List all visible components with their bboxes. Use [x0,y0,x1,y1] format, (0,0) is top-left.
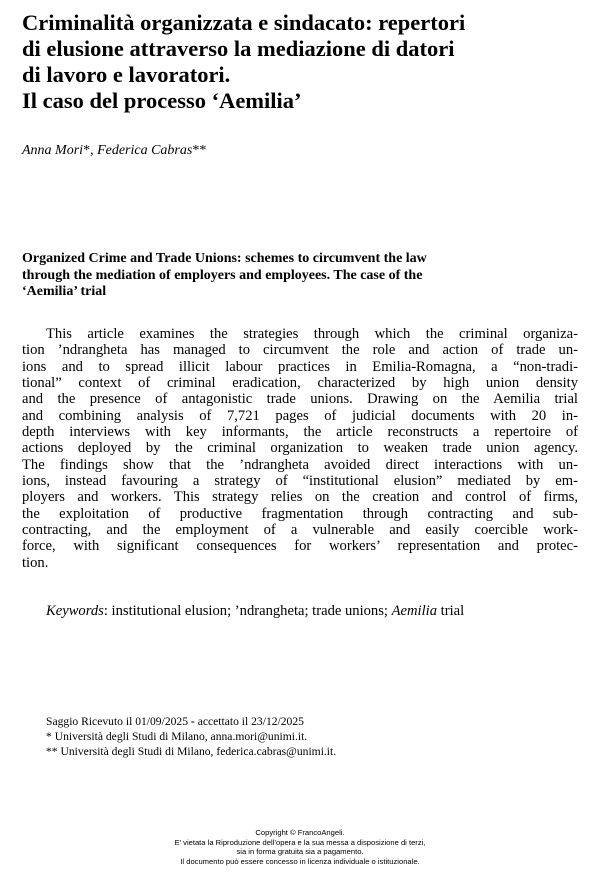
author-footnote-mark: ** [192,143,207,158]
keywords-line [46,603,464,620]
keywords-text: : institutional elusion; ’ndrangheta; trade unions; [103,603,392,619]
author-name: Federica Cabras [97,143,193,158]
abstract-line: depth interviews with key informants, the article reconstructs a repertoire of [22,424,578,441]
abstract-line: the exploitation of productive fragmentation through contracting and sub- [22,505,578,522]
accepted-date: accettato il 23/12/2025 [194,715,304,728]
abstract-line: actions deployed by the criminal organization to weaken trade union agency. [22,440,578,457]
received-note [46,714,336,729]
footnote-text: Università degli Studi di Milano, anna.mori@unimi.it. [51,730,308,743]
author-footnote-mark: * [83,143,91,158]
abstract-line: contracting, and the employment of a vulnerable and easily coercible work- [22,522,578,539]
footnote-text: Università degli Studi di Milano, federica.cabras@unimi.it. [57,745,337,758]
footnote-1 [46,729,336,744]
author-line [22,142,206,160]
article-title [22,10,587,114]
abstract-line: ions and to spread illicit labour practices in Emilia-Romagna, a “non-tradi- [22,358,578,375]
copyright-line: E’ vietata la Riproduzione dell’opera e la sua messa a disposizione di terzi, [174,837,426,847]
abstract-line: tion. [22,554,49,571]
abstract-line: The findings show that the ’ndrangheta avoided direct interactions with un- [22,456,578,473]
english-title [22,251,587,301]
author-name: Anna Mori [22,143,84,158]
copyright-line: Copyright © FrancoAngeli. [255,828,345,837]
received-date: Saggio Ricevuto il 01/09/2025 [46,715,191,728]
copyright-notice [0,828,600,866]
footnote-mark: ** [46,745,58,758]
abstract-line: and combining analysis of 7,721 pages of judicial documents with 20 in- [22,407,578,424]
abstract-line: and the presence of antagonistic trade unions. Drawing on the Aemilia trial [22,391,578,408]
english-title-line: through the mediation of employers and employees. The case of the [22,267,423,283]
abstract-line: force, with significant consequences for workers’ representation and protec- [22,538,578,555]
abstract-line: ions, instead favouring a strategy of “institutional elusion” mediated by em- [22,473,578,490]
abstract-line: tion ’ndrangheta has managed to circumvent the role and action of trade un- [22,342,578,359]
abstract-line: ployers and workers. This strategy relies on the creation and control of firms, [22,489,578,506]
title-line: di elusione attraverso la mediazione di datori [22,36,455,61]
english-title-line: ‘Aemilia’ trial [22,284,107,299]
title-line: Il caso del processo ‘Aemilia’ [22,88,302,113]
keywords-italic-term: Aemilia [391,603,438,619]
author-separator: , [90,143,98,158]
footnotes [46,714,336,759]
english-title-line: Organized Crime and Trade Unions: schemes to circumvent the law [22,251,427,266]
footnote-2 [46,744,336,759]
copyright-line: Il documento può essere concesso in licenza individuale o istituzionale. [180,856,420,866]
footnote-mark: * [46,730,52,743]
copyright-line: sia in forma gratuita sia a pagamento. [236,847,364,857]
title-line: Criminalità organizzata e sindacato: repertori [22,10,466,35]
date-separator: - [190,715,195,728]
title-line: di lavoro e lavoratori. [22,62,231,87]
keywords-text-end: trial [437,603,465,619]
abstract-paragraph [22,326,578,571]
abstract-line: This article examines the strategies through which the criminal organiza- [46,326,578,342]
keywords-label: Keywords [46,603,104,619]
abstract-line: tional” context of criminal eradication, characterized by high union density [22,375,578,392]
